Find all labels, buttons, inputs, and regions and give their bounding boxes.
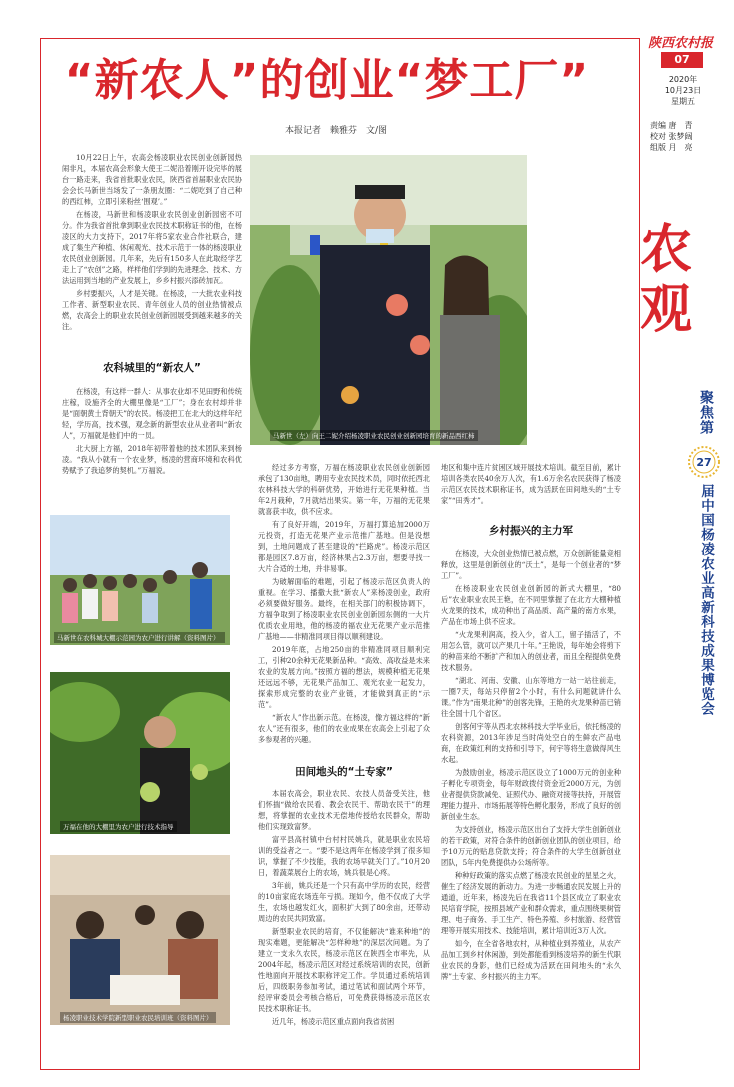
section1-paragraph: 在杨凌，有这样一群人：从事农业却不见田野和传统庄稼，设施齐全的大棚里像是“工厂”；身在农村却并非是“面朝黄土背朝天”的农民。杨凌把工在北大的这样年纪轻，学历高，技术强，观念新的新型农业从业者叫“新农人”，万福就是他们中的一员。: [62, 387, 242, 440]
column3-paragraph: 创客何宇等从西北农林科技大学毕业后，依托杨凌的农科资源，2013年涉足当时尚处空白的生鲜农产品电商，在政策红利的支持和引导下，何宇等将生意做得风生水起。: [441, 722, 621, 764]
column3-paragraph: 在杨凌职业农民创业创新园的新式大棚里，“80后”农业职业农民王艳，在不同里掌握了在北方大棚种植火龙果的技术，成功种出了高品质、高产量的南方水果，产品在市场上供不应求。: [441, 584, 621, 626]
column2-paragraph: “新农人”作出新示范。在杨凌，像方福这样的“新农人”还有很多，他们的农业成果在农高会上引起了众多参观者的兴趣。: [258, 713, 430, 744]
intro-text: [62, 152, 242, 334]
article-title: “新农人”的创业“梦工厂”: [64, 55, 590, 106]
badge-number: 27: [696, 456, 712, 469]
photo-wan-fu-fig: [50, 672, 230, 834]
date-weekday: 星期五: [671, 97, 695, 106]
staff-editor: 责编 唐 青: [650, 121, 693, 130]
column3-paragraph: 为鼓励创业，杨凌示范区设立了1000万元的创业种子孵化专项资金，每年财政拨付资金近2000万元，为创业者提供贷款减免、证照代办、融资对接等扶持，开展管理能力提升、市场拓展等特色孵化服务，形成了良好的创新创业生态。: [441, 768, 621, 821]
column2-paragraph: 经过多方考察，万福在杨凌职业农民创业创新园承包了130亩地，聘用专业农民技术员，同时依托西北农林科技大学的科研优势，开始进行无花果种植。当年2月栽种，7月就结出果实。第一年，万福的无花果就喜获丰收，供不应求。: [258, 463, 430, 516]
section-name-text: 农观: [640, 219, 693, 340]
column3-bottom-text: [441, 548, 621, 984]
column2-paragraph: 2019年底，占地250亩的非精准同项目顺利完工，引种20余种无花果新品种。“高效、高收益是未来农业的发展方向。”按照方福的想法，规模种植无花果还远远不够，无花果产品加工、观光农业一起发力，探索形成完整的农业产业链，才能做到真正的“示范”。: [258, 645, 430, 709]
issue-date: [652, 74, 714, 107]
photo5-caption: 杨凌职业技术学院新型职业农民培训班（资料图片）: [60, 1012, 216, 1023]
column3-paragraph: 种种好政策的落实点燃了杨凌农民创业的星星之火，催生了经济发展的新动力。为进一步畅通农民发展上升的通道，近年来，杨凌先后在我省11个县区成立了职业农民培育学院，按照县域产业和群众需求，重点围绕果树管理、电子商务、手工生产、特色养殖、乡村旅游、经营管理等开展实用技术、技能培训，累计培训近3万人次。: [441, 871, 621, 935]
event-name: 届中国杨凌农业高新科技成果博览会: [698, 484, 714, 716]
column2-paragraph: 3年前，姚兵还是一个只有高中学历的农民，经营的10亩家庭农场连年亏损。现如今，他不仅成了大学生，农场也越发红火，面积扩大到了80余亩，还带动周边的农民共同致富。: [258, 881, 430, 923]
column3-paragraph: 为支持创业，杨凌示范区出台了支持大学生创新创业的若干政策，对符合条件的创新创业团队的创业项目，给予10万元的贴息贷款支持；符合条件的大学生创新创业团队，5年内免费提供办公场所等。: [441, 825, 621, 867]
column3-top-text: [441, 462, 621, 508]
column3-paragraph: 在杨凌，大众创业热情已被点燃，万众创新能量竞相释放，这里是创新创业的“沃土”，是每一个创业者的“梦工厂”。: [441, 549, 621, 580]
section1-text: [62, 386, 242, 478]
section-name: [640, 220, 700, 340]
staff-proofreader: 校对 张梦阔: [650, 132, 693, 141]
photo3-caption: 马新世在农科城大棚示范园为农户进行讲解（资料图片）: [54, 632, 225, 643]
date-day: 10月23日: [664, 86, 702, 95]
main-photo-tomato: [250, 155, 527, 445]
column2-paragraph: 富平县高村镇中台村村民姚兵，就是职业农民培训的受益者之一。“要不是这两年在杨凌学到了很多知识，掌握了不少技能，我的农场早就关门了。”10月20日，着蔬菜展台上的农场，姚兵很是心疼。: [258, 835, 430, 877]
intro-paragraph: 乡村要振兴，人才是关键。在杨凌，一大批农业科技工作者、新型职业农民、青年创业人员的创业热情被点燃，农高会上的职业农民创业创新园展受到越来越多的关注。: [62, 289, 242, 331]
column3-paragraph: 如今，在全省各地农村，从种植业到养殖业，从农产品加工到乡村休闲游，到处都能看到杨凌培养的新生代职业农民的身影，他们已经成为活跃在田间地头的“永久牌”土专家、乡村振兴的主力军。: [441, 939, 621, 981]
photo4-caption: 万福在他的大棚里为农户进行技术指导: [60, 821, 177, 832]
newspaper-logo: 陕西农村报: [648, 36, 714, 51]
staff-layout: 组版 月 亮: [650, 143, 693, 152]
focus-label: 聚焦第: [698, 390, 714, 435]
column3-paragraph: “湖北、河南、安徽、山东等地方一站一站往前走，一圈7天，每站只停留2个小时，有什么问题就讲什么课。”作为“南果北种”的创客先锋，王艳的火龙果种苗已销往全国十几个省区。: [441, 676, 621, 718]
column2-paragraph: 为破解面临的难题，引起了杨凌示范区负责人的重视。在学习、播撒大批“新农人”来杨凌创业，政府必须要做好服务。最终，在相关部门的积极协调下，方福争取到了杨凌职业农民创业创新园东侧的一大片优质农业用地，他的杨凌的福农业无花果产业示范推广基地——非精准同项目得以顺利建设。: [258, 577, 430, 641]
column2-bottom-text: [258, 788, 430, 1029]
photo-ma-xinshi-explaining: [50, 515, 230, 645]
section-heading-rural-revival: 乡村振兴的主力军: [489, 525, 573, 537]
column2-paragraph: 新型职业农民的培育，不仅能解决“谁来种地”的现实难题，更能解决“怎样种地”的深层次问题。为了建立一支永久农民，杨凌示范区在陕西全市率先，从2004年起，杨凌示范区对经过系统培训的农民，创新性地面向开展技术职称评定工作。学员通过系统培训后，四级职务参加考试，通过笔试和面试两个环节，经评审委员会考核合格后，可免费获得杨凌示范区农民技术职称证书。: [258, 927, 430, 1013]
section-heading-new-farmers: 农科城里的“新农人”: [103, 362, 201, 374]
greenhouse-photo-illustration: [250, 155, 527, 445]
column3-paragraph: 地区和集中连片贫困区域开展技术培训。截至目前，累计培训各类农民40余万人次，有1.6万余名农民获得了杨凌示范区农民技术职称证书，成为活跃在田间地头的“土专家”“田秀才”。: [441, 463, 621, 505]
anniversary-badge: [688, 446, 720, 478]
photo-training-class: [50, 855, 230, 1025]
staff-list: [650, 120, 730, 153]
intro-paragraph: 在杨凌，马新世和杨凌职业农民创业创新园密不可分。作为我省首批拿到职业农民技术职称证书的他，在杨凌区的大力支持下，2017年将5家农业合作社联合，建成了集生产种植、休闲观光、技术示范于一体的杨凌职业农民创业创新园。几年来，先后有150多人在此取经学艺走上了“农创”之路，样样他们学到的先进理念、技术、方法运用到当地的产业发展上，乡乡村振兴添砖加瓦。: [62, 210, 242, 285]
main-photo-caption: 马新世（左）向王二妮介绍杨凌职业农民创业创新园培育的新品西红柿: [270, 430, 478, 441]
column2-paragraph: 本届农高会，职业农民、农技人员备受关注，他们怀揣“做给农民看、教会农民干、帮助农民干”的理想，将掌握的农业技术无偿地传授给农民群众，帮助他们实现致富梦。: [258, 789, 430, 831]
article-byline: 本报记者 赖雅芬 文/图: [285, 126, 388, 136]
column2-top-text: [258, 462, 430, 747]
section1-paragraph: 北大厨上方福，2018年初带着他的技术团队来到杨凌。“我从小就有一个农业梦，杨凌的营商环境和农科优势赋予了我追梦的契机。”万福说。: [62, 444, 242, 475]
column2-paragraph: 近几年，杨凌示范区重点面向我省贫困: [272, 1017, 395, 1026]
intro-paragraph: 10月22日上午，农高会杨凌职业农民创业创新园热闹非凡，本届农高会形象大使王二妮沿着刚开设完毕的展台一路走来，我省首批职业农民，陕西省首届职业农民协会会长马新世当场发了一条朋友圈：“二妮吃到了自己种的西红柿，立即引来粉丝‘围观’。”: [62, 153, 242, 206]
column2-paragraph: 有了良好开端，2019年，万福打算追加2000万元投资，打造无花果产业示范推广基地。但是没想到，土地问题成了甚至建设的“拦路虎”。杨凌示范区都是园区7.8万亩，经济林果占2.3万亩，想要寻找一大片合适的土地，并非易事。: [258, 520, 430, 573]
date-year: 2020年: [668, 75, 698, 84]
section-heading-local-experts: 田间地头的“土专家”: [295, 766, 393, 778]
column3-paragraph: “火龙果利润高，投入少，省人工，留子插活了，不用怎么管，就可以产果几十年。”王艳说，每年她会将剪下的种苗来给不断扩产和加入的创业者，而且全程提供免费技术服务。: [441, 630, 621, 672]
page-number: 07: [661, 52, 703, 68]
